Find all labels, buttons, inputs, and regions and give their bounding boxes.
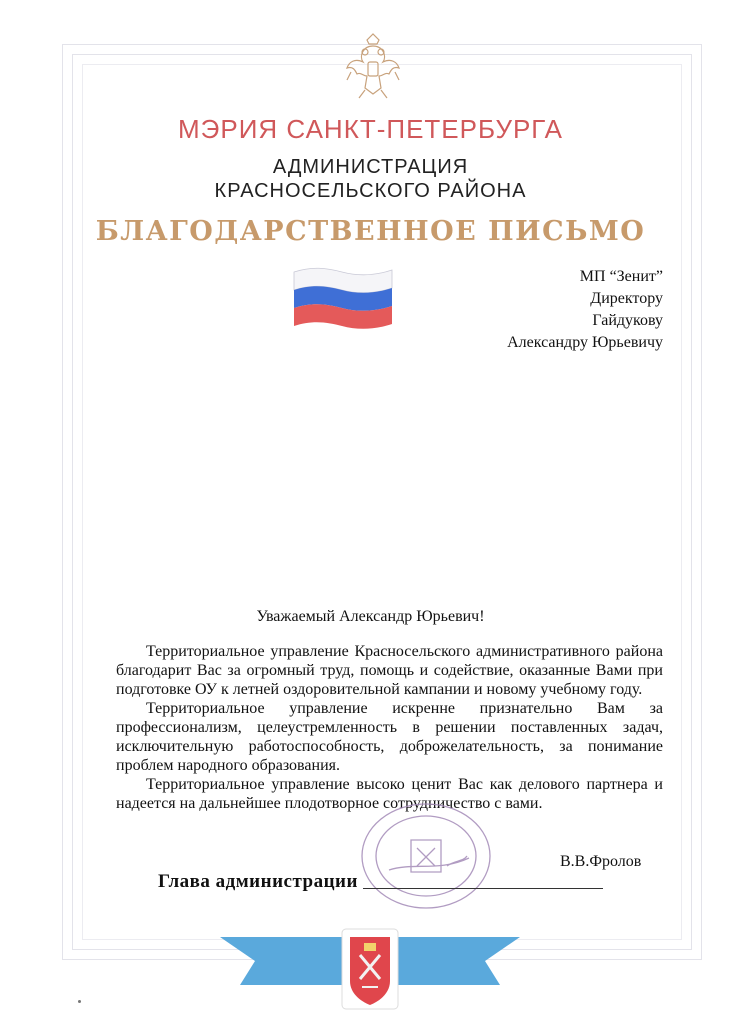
signatory-name: В.В.Фролов [560, 853, 642, 870]
signatory-title: Глава администрации [158, 871, 358, 892]
official-stamp-icon [359, 800, 493, 910]
administration-line-2: КРАСНОСЕЛЬСКОГО РАЙОНА [214, 180, 527, 202]
russian-double-headed-eagle-icon [343, 32, 403, 100]
saint-petersburg-coat-of-arms-icon [350, 937, 390, 1005]
addressee-surname: Гайдукову [592, 312, 663, 329]
addressee-block [507, 266, 663, 354]
administration-heading [0, 155, 741, 203]
letter-paragraph: Территориальное управление искренне признательно Вам за профессионализм, целеустремленность в решении поставленных задач, исключительную работоспособность, доброжелательность, за понимание проблем народного образования. [116, 700, 663, 774]
addressee-organization: МП “Зенит” [579, 268, 663, 285]
russian-flag-icon [292, 266, 394, 338]
city-emblem-ribbon [200, 925, 540, 1015]
mayor-office-heading: МЭРИЯ САНКТ-ПЕТЕРБУРГА [178, 114, 563, 144]
letter-paragraph: Территориальное управление Красносельского административного района благодарит Вас за огромный труд, помощь и содействие, оказанные Вами при подготовке ОУ к летней оздоровительной кампании и новому учебному году. [116, 643, 663, 698]
letter-paragraph: Территориальное управление высоко ценит Вас как делового партнера и надеется на дальнейшее плодотворное сотрудничество с вами. [116, 776, 663, 812]
letter-body [116, 642, 663, 813]
document-title: БЛАГОДАРСТВЕННОЕ ПИСЬМО [95, 216, 646, 247]
salutation: Уважаемый Александр Юрьевич! [256, 608, 485, 625]
administration-line-1: АДМИНИСТРАЦИЯ [272, 156, 469, 178]
scan-speck [78, 1000, 81, 1003]
addressee-name: Александру Юрьевичу [507, 334, 663, 351]
signature-line [363, 888, 603, 889]
addressee-position: Директору [590, 290, 663, 307]
